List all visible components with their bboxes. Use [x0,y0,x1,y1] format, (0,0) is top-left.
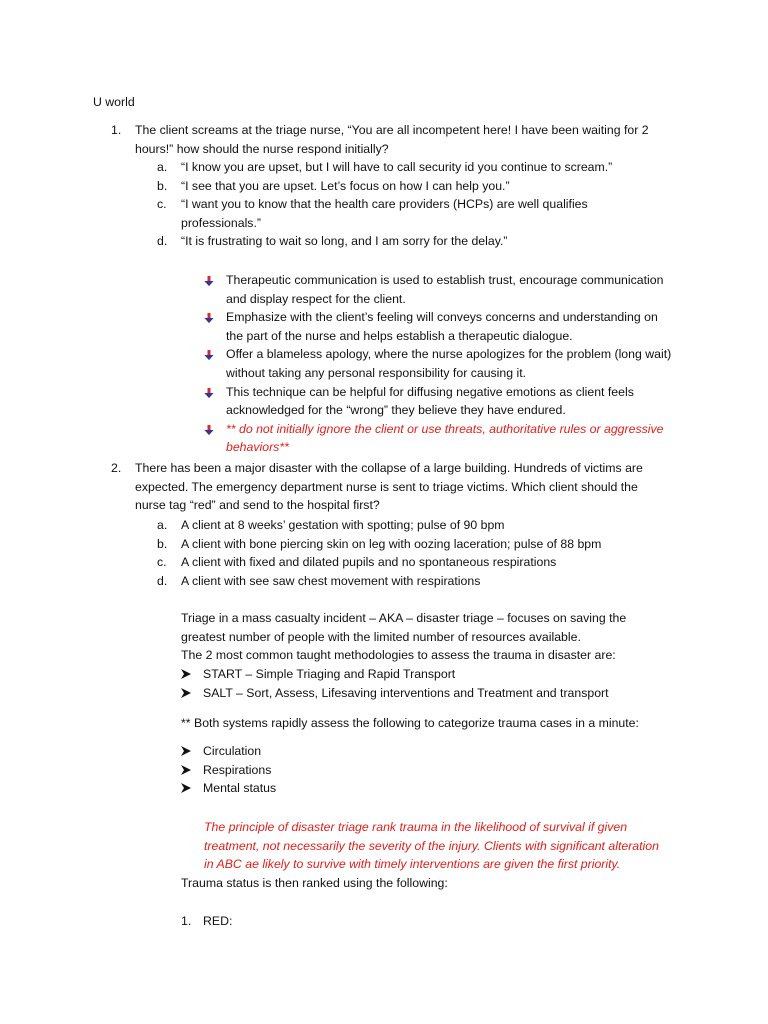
option-text: “It is frustrating to wait so long, and I am sorry for the delay.” [181,234,508,249]
arrowhead-bullet-icon [181,783,191,793]
assessment-list [181,742,481,798]
method-text: SALT – Sort, Assess, Lifesaving interventions and Treatment and transport [203,685,609,700]
question-2-stem: There has been a major disaster with the collapse of a large building. Hundreds of victims are expected. The emergency department nurse is sent to triage victims. Which client should the nurse tag “red” and send to the hospital first? [135,461,643,513]
option-letter: a. [157,160,168,174]
option-row [157,572,657,591]
option-row [157,195,637,232]
rationale-text: Emphasize with the client’s feeling will conveys concerns and understanding on the part of the nurse and helps establish a therapeutic dialogue. [226,310,658,343]
arrow-down-bullet-icon [204,350,214,360]
option-row [157,177,637,196]
question-1-stem: The client screams at the triage nurse, “You are all incompetent here! I have been waiting for 2 hours!” how should the nurse respond initially? [135,123,649,156]
option-row [157,516,657,535]
arrow-down-bullet-icon [204,425,214,435]
rank-text: RED: [203,914,233,928]
rationale-item [204,308,674,345]
disaster-triage-paragraph [181,609,661,665]
paragraph-text: Triage in a mass casualty incident – AKA – disaster triage – focuses on saving the greatest number of people with the limited number of resources available. [181,611,627,644]
option-text: “I see that you are upset. Let’s focus on how I can help you.” [181,178,510,193]
rationale-item [204,383,674,420]
rationale-text: This technique can be helpful for diffusing negative emotions as client feels acknowledged for the “wrong” they believe they have endured. [226,384,634,418]
arrow-down-bullet-icon [204,276,214,286]
rationale-item [204,271,674,308]
option-letter: a. [157,518,168,532]
option-text: “I want you to know that the health care providers (HCPs) are well qualifies professionals.” [181,197,588,230]
question-1-number: 1. [111,123,122,137]
assessment-text: Circulation [203,744,262,758]
arrow-down-bullet-icon [204,313,214,323]
ranked-intro: Trauma status is then ranked using the following: [181,875,448,890]
paragraph-text: The 2 most common taught methodologies to assess the trauma in disaster are: [181,648,616,663]
rationale-item [204,345,674,382]
option-letter: b. [157,536,168,551]
question-2-options [157,516,657,590]
rationale-warning-text: ** do not initially ignore the client or use threats, authoritative rules or aggressive behaviors** [226,421,664,455]
option-text: “I know you are upset, but I will have to call security id you continue to scream.” [181,160,613,174]
rationale-text: Offer a blameless apology, where the nurse apologizes for the problem (long wait) without taking any personal responsibility for causing it. [226,347,672,380]
arrow-down-bullet-icon [204,388,214,398]
assessment-item [181,779,481,798]
assessment-text: Mental status [203,781,277,796]
option-letter: c. [157,197,167,212]
question-1 [111,121,671,158]
option-letter: c. [157,555,167,570]
triage-principle [181,818,662,892]
assessment-item [181,742,481,761]
arrowhead-bullet-icon [181,688,191,698]
question-1-stem-row [111,121,671,158]
option-row [157,535,657,554]
option-letter: d. [157,234,168,249]
arrowhead-bullet-icon [181,669,191,679]
question-1-rationale [204,271,674,457]
question-2-stem-row [111,459,671,515]
method-text: START – Simple Triaging and Rapid Transport [203,667,456,681]
rank-list [181,912,481,931]
option-text: A client with see saw chest movement with respirations [181,573,481,588]
option-row [157,158,637,177]
option-letter: d. [157,573,168,588]
method-item [181,684,661,703]
arrowhead-bullet-icon [181,765,191,775]
option-row [157,232,637,251]
rank-number: 1. [181,914,192,928]
arrowhead-bullet-icon [181,746,191,756]
rank-item [181,912,481,931]
option-row [157,553,657,572]
option-text: A client at 8 weeks’ gestation with spotting; pulse of 90 bpm [181,518,505,532]
paragraph-text: ** Both systems rapidly assess the following to categorize trauma cases in a minute: [181,716,639,730]
method-item [181,665,661,684]
methods-list [181,665,661,702]
rationale-text: Therapeutic communication is used to establish trust, encourage communication and display respect for the client. [226,273,664,306]
document-title: U world [93,95,135,109]
question-1-options [157,158,637,251]
assessment-item [181,761,481,780]
option-letter: b. [157,178,168,193]
option-text: A client with fixed and dilated pupils and no spontaneous respirations [181,555,557,570]
question-2-number: 2. [111,461,122,475]
principle-text: The principle of disaster triage rank trauma in the likelihood of survival if given treatment, not necessarily the severity of the injury. Clients with significant alteration in ABC ae likely to survive with timely interventions are given the first priority. [204,820,659,872]
option-text: A client with bone piercing skin on leg with oozing laceration; pulse of 88 bpm [181,536,602,551]
question-2 [111,459,671,515]
assessment-text: Respirations [203,762,272,777]
systems-note [181,714,671,733]
rationale-item [204,420,674,457]
